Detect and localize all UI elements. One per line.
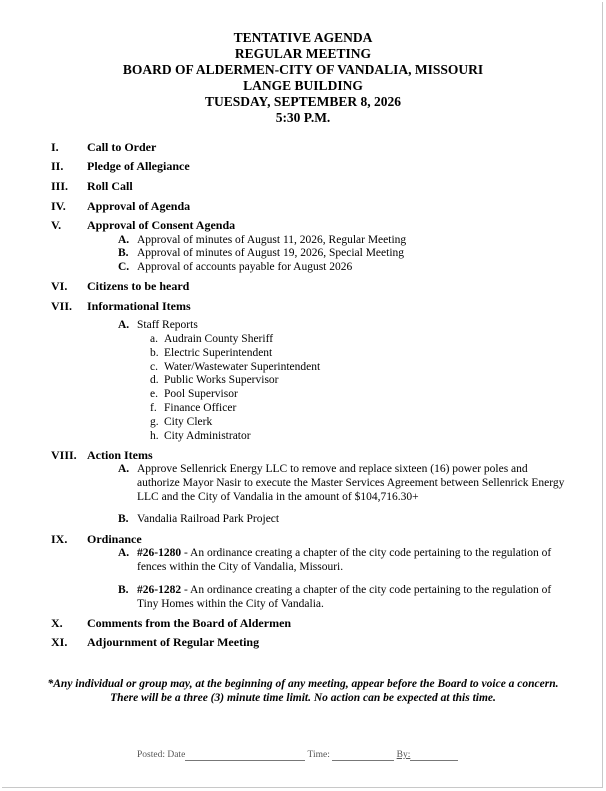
sub-item-letter: B. [118,513,129,525]
item-title: Approval of Agenda [87,199,191,213]
sub-item-letter: A. [118,463,130,475]
header-line: TENTATIVE AGENDA [233,30,373,45]
sub-item-text: Vandalia Railroad Park Project [137,513,280,525]
item-number: XI. [51,635,68,649]
item-title: Informational Items [87,299,191,313]
sub-item-letter: A. [118,547,130,559]
header-line: REGULAR MEETING [234,46,372,61]
item-title: Action Items [87,448,153,462]
item-title: Approval of Consent Agenda [87,218,236,232]
item-title: Citizens to be heard [87,279,190,293]
header-line: LANGE BUILDING [243,78,363,93]
item-number: VI. [51,279,68,293]
staff-letter: b. [150,347,159,359]
sub-item-text: Approval of accounts payable for August 2026 [137,261,353,273]
item-number: VII. [51,299,73,313]
staff-letter: d. [150,374,159,386]
posted-line [137,750,458,761]
ordinance-text [137,546,567,574]
header-line: BOARD OF ALDERMEN-CITY OF VANDALIA, MISSOURI [122,62,484,77]
agenda-header [0,30,606,126]
sub-item-letter: A. [118,234,130,246]
item-number: II. [51,159,64,173]
sub-item-letter: C. [118,261,130,273]
staff-report: Water/Wastewater Superintendent [164,361,321,373]
ordinance-number: #26-1282 [137,584,182,596]
item-number: III. [51,179,69,193]
item-title: Call to Order [87,140,157,154]
item-number: IV. [51,199,66,213]
header-line: TUESDAY, SEPTEMBER 8, 2026 [205,94,401,109]
staff-report: Public Works Supervisor [164,374,279,386]
posted-date-label: Posted: Date [137,750,186,760]
item-number: VIII. [51,448,77,462]
staff-report: City Administrator [164,430,251,442]
staff-report: Pool Supervisor [164,388,238,400]
item-title: Comments from the Board of Aldermen [87,616,292,630]
posted-by-blank [410,750,458,761]
item-number: IX. [51,532,68,546]
sub-item-text: Approval of minutes of August 19, 2026, Special Meeting [137,247,405,259]
posted-by-label: By: [396,750,411,760]
ordinance-description: - An ordinance creating a chapter of the city code pertaining to the regulation of Tiny Homes within the City of Vandalia. [137,584,552,610]
sub-item-text: Approve Sellenrick Energy LLC to remove and replace sixteen (16) power poles and authorize Mayor Nasir to execute the Master Services Agreement between Sellenrick Energy LLC and the City of Vandalia in the amount of $104,716.30+ [137,463,565,503]
staff-letter: h. [150,430,159,442]
posted-time-blank [332,750,394,761]
staff-letter: g. [150,416,159,428]
item-number: X. [51,616,63,630]
sub-item-letter: B. [118,247,129,259]
item-title: Roll Call [87,179,133,193]
item-number: V. [51,218,62,232]
sub-item-letter: A. [118,319,130,331]
header-line: 5:30 P.M. [275,110,331,125]
sub-item-text: Approval of minutes of August 11, 2026, Regular Meeting [137,234,407,246]
ordinance-description: - An ordinance creating a chapter of the city code pertaining to the regulation of fences within the City of Vandalia, Missouri. [137,547,552,573]
staff-letter: f. [150,402,157,414]
staff-report: City Clerk [164,416,213,428]
staff-report: Audrain County Sheriff [164,333,274,345]
posted-time-label: Time: [307,750,330,760]
sub-item-text: Staff Reports [137,319,198,331]
staff-letter: c. [150,361,158,373]
item-title: Adjournment of Regular Meeting [87,635,260,649]
staff-letter: a. [150,333,158,345]
item-number: I. [51,140,59,154]
staff-report: Electric Superintendent [164,347,273,359]
staff-report: Finance Officer [164,402,237,414]
public-comment-notice: *Any individual or group may, at the beginning of any meeting, appear before the Board to voice a concern. There will be a three (3) minute time limit. No action can be expected at this time. [47,678,559,704]
item-title: Pledge of Allegiance [87,159,190,173]
sub-item-letter: B. [118,584,129,596]
staff-letter: e. [150,388,158,400]
ordinance-number: #26-1280 [137,547,182,559]
item-title: Ordinance [87,532,142,546]
ordinance-text [137,583,567,611]
posted-date-blank [185,750,305,761]
